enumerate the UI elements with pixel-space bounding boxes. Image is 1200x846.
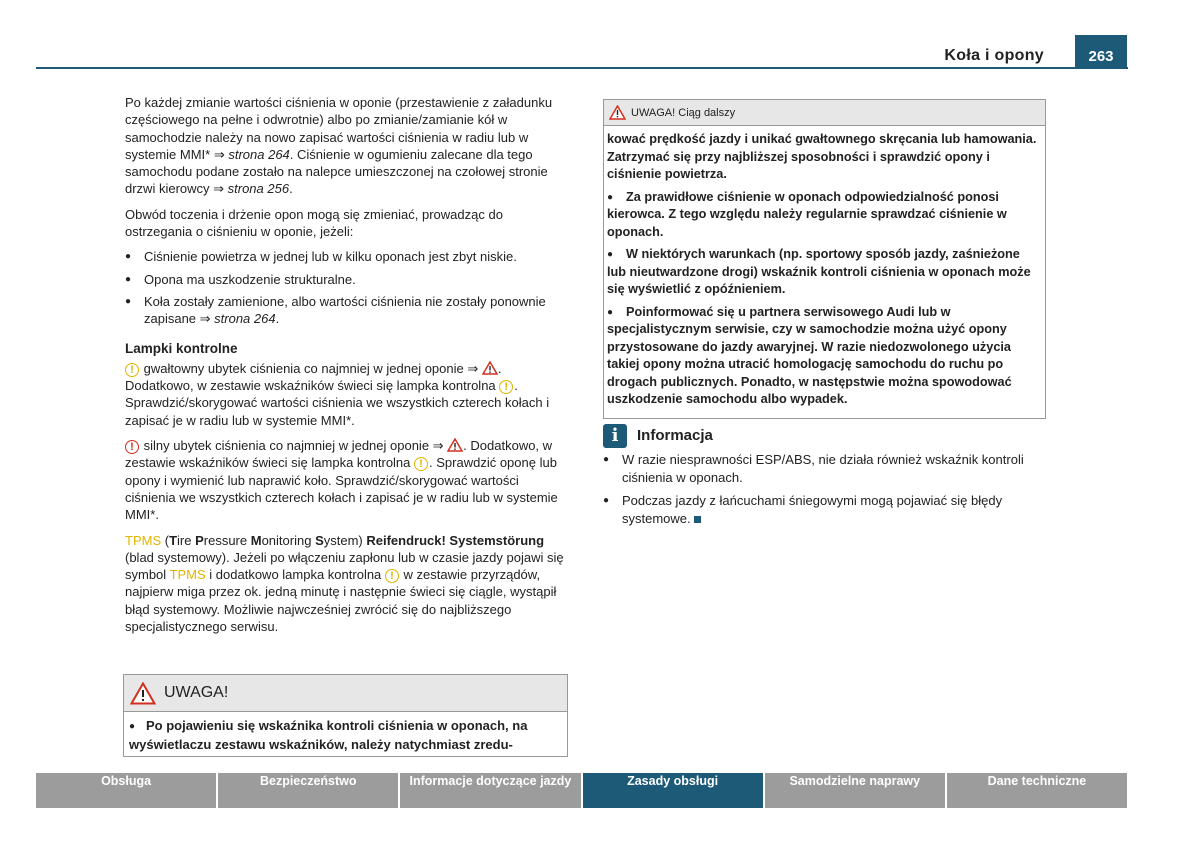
warning-item [607,304,1042,409]
text: (blad systemowy). Jeżeli po włączeniu zapłonu lub w czasie jazdy pojawi się symbol [125,549,564,583]
tire-pressure-icon: ! [125,440,139,454]
page-number: 263 [1075,35,1127,69]
warning-triangle-icon [482,361,498,375]
warning-body [124,712,567,756]
tpms-label: TPMS [125,532,162,548]
info-title: Informacja [637,427,713,445]
text: W razie niesprawności ESP/ABS, nie działa również wskaźnik kontroli ciśnienia w oponach. [622,452,1024,485]
warning-body [604,126,1045,418]
tire-pressure-icon: ! [414,457,428,471]
section-end-icon [694,516,701,523]
conditions-list [125,248,568,327]
tab-informacje-dotyczace-jazdy[interactable]: Informacje dotyczące jazdy [400,773,580,808]
tpms-paragraph [125,532,568,636]
warning-triangle-icon [609,105,626,120]
text: ( [161,532,170,548]
footer-navigation [36,773,1127,808]
text: ystem) [323,532,367,548]
text: gwałtowny ubytek ciśnienia co najmniej w jednej oponie ⇒ [140,360,482,376]
warning-item [607,189,1042,242]
tire-pressure-icon: ! [385,569,399,583]
page-reference-link[interactable]: strona 264 [228,146,290,162]
page-reference-link[interactable]: strona 256 [227,181,290,197]
list-item [125,293,568,328]
text: . Dodatkowo, w zestawie wskaźników świeci się lampka kontrolna [125,360,502,394]
warning-text: Po pojawieniu się wskaźnika kontroli ciśnienia w oponach, na wyświetlaczu zestawu wskaźników, należy natychmiast zredu- [129,718,528,752]
warning-header [604,100,1045,126]
warning-triangle-icon [447,438,463,452]
info-item [603,492,1044,527]
bullet-icon: ● [129,721,136,732]
tab-dane-techniczne[interactable]: Dane techniczne [947,773,1127,808]
text: T [169,532,178,548]
warning-title: UWAGA! [164,684,229,701]
warning-triangle-icon [130,682,156,705]
lamp-yellow-paragraph [125,360,568,429]
text: Poinformować się u partnera serwisowego Audi lub w specjalistycznym serwisie, czy w samochodzie można użyć opony przystosowane do jazdy awaryjnej. W razie niedozwolonego użycia takiej opony można utracić homologację samochodu do ruchu po drogach publicznych. Ponadto, w następstwie można spowodować uszkodzenie samochodu albo wypadek. [607,304,1012,406]
text: onitoring [261,532,316,548]
page-reference-link[interactable]: strona 264 [214,311,276,327]
text: Za prawidłowe ciśnienie w oponach odpowiedzialność ponosi kierowca. Z tego względu należy regularnie sprawdzać ciśnienie w oponach. [607,189,1007,239]
bullet-icon: ● [603,495,610,506]
text: Po każdej zmianie wartości ciśnienia w oponie (przestawienie z załadunku częściowego na pełne i odwrotnie) albo po zmianie/zamianie kół w samochodzie należy na nowo zapisać wartości ciśnienia w radiu lub w systemie MMI* ⇒ [125,95,553,162]
tire-pressure-icon: ! [125,363,139,377]
tab-bezpieczenstwo[interactable]: Bezpieczeństwo [218,773,398,808]
text: S [315,532,324,548]
text: i dodatkowo lampka kontrolna [205,567,385,583]
text: . [275,311,280,327]
text: . Sprawdzić/skorygować wartości ciśnienia we wszystkich czterech kołach i zapisać je w radiu lub w systemie MMI*. [125,378,550,428]
info-header [603,424,1044,448]
bullet-icon: ● [607,249,614,260]
tab-samodzielne-naprawy[interactable]: Samodzielne naprawy [765,773,945,808]
info-section [603,424,1044,533]
warning-header [124,675,567,712]
text: . [289,181,293,197]
text: silny ubytek ciśnienia co najmniej w jednej oponie ⇒ [140,438,448,454]
bullet-icon: ● [607,306,614,318]
section-heading: Lampki kontrolne [125,340,238,356]
text: w zestawie przyrządów, najpierw miga przez ok. jedną minutę i następnie świeci się ciągle, wystąpił błąd systemowy. Możliwie najwcześniej zwrócić się do najbliższego specjalistycznego serwisu. [125,567,557,635]
text: . Sprawdzić oponę lub opony i wymienić lub naprawić koło. Sprawdzić/skorygować wartości ciśnienia we wszystkich czterech kołach i zapisać je w radiu lub w systemie MMI*. [125,455,558,523]
bullet-icon: ● [607,191,614,203]
lamp-red-paragraph [125,437,568,523]
text: Podczas jazdy z łańcuchami śniegowymi mogą pojawiać się błędy systemowe. [622,493,1003,526]
info-item [603,451,1044,486]
warning-box [123,674,568,757]
info-icon: i [603,424,627,448]
text: ressure [203,532,251,548]
tpms-label: TPMS [169,567,206,583]
list-item: ● Opona ma uszkodzenie strukturalne. [125,271,568,288]
bullet-icon: ● [603,454,610,465]
list-item: ● Ciśnienie powietrza w jednej lub w kilku oponach jest zbyt niskie. [125,248,568,265]
intro-paragraph [125,94,568,198]
warning-continued-box [603,99,1046,419]
text: Koła zostały zamienione, albo wartości ciśnienia nie zostały ponownie zapisane ⇒ [144,293,546,327]
text: P [195,532,204,548]
text: M [250,532,262,548]
display-message: Reifendruck! Systemstörung [366,532,545,548]
left-column [125,94,568,643]
tab-zasady-obslugi[interactable]: Zasady obsługi [583,773,763,808]
tab-obsluga[interactable]: Obsługa [36,773,216,808]
warning-text: kować prędkość jazdy i unikać gwałtownego skręcania lub hamowania. Zatrzymać się przy najbliższej sposobności i sprawdzić opony i ciśnienie powietrza. [607,132,1037,181]
text: ire [177,532,196,548]
text: . Ciśnienie w ogumieniu zalecane dla tego samochodu podane zostało na nalepce umieszczonej na czołowej stronie drzwi kierowcy ⇒ [125,146,548,197]
text: W niektórych warunkach (np. sportowy sposób jazdy, zaśnieżone lub nieutwardzone drogi) wskaźnik kontroli ciśnienia w oponach może się wyświetlić z opóźnieniem. [607,247,1031,296]
header-rule [36,67,1128,69]
warning-item [607,246,1042,299]
text: . Dodatkowo, w zestawie wskaźników świeci się lampka kontrolna [125,438,553,471]
page-section-title: Koła i opony [944,47,1044,64]
tire-pressure-icon: ! [499,380,513,394]
paragraph: Obwód toczenia i drżenie opon mogą się zmieniać, prowadząc do ostrzegania o ciśnieniu w oponie, jeżeli: [125,206,503,240]
warning-title: UWAGA! Ciąg dalszy [631,106,736,119]
